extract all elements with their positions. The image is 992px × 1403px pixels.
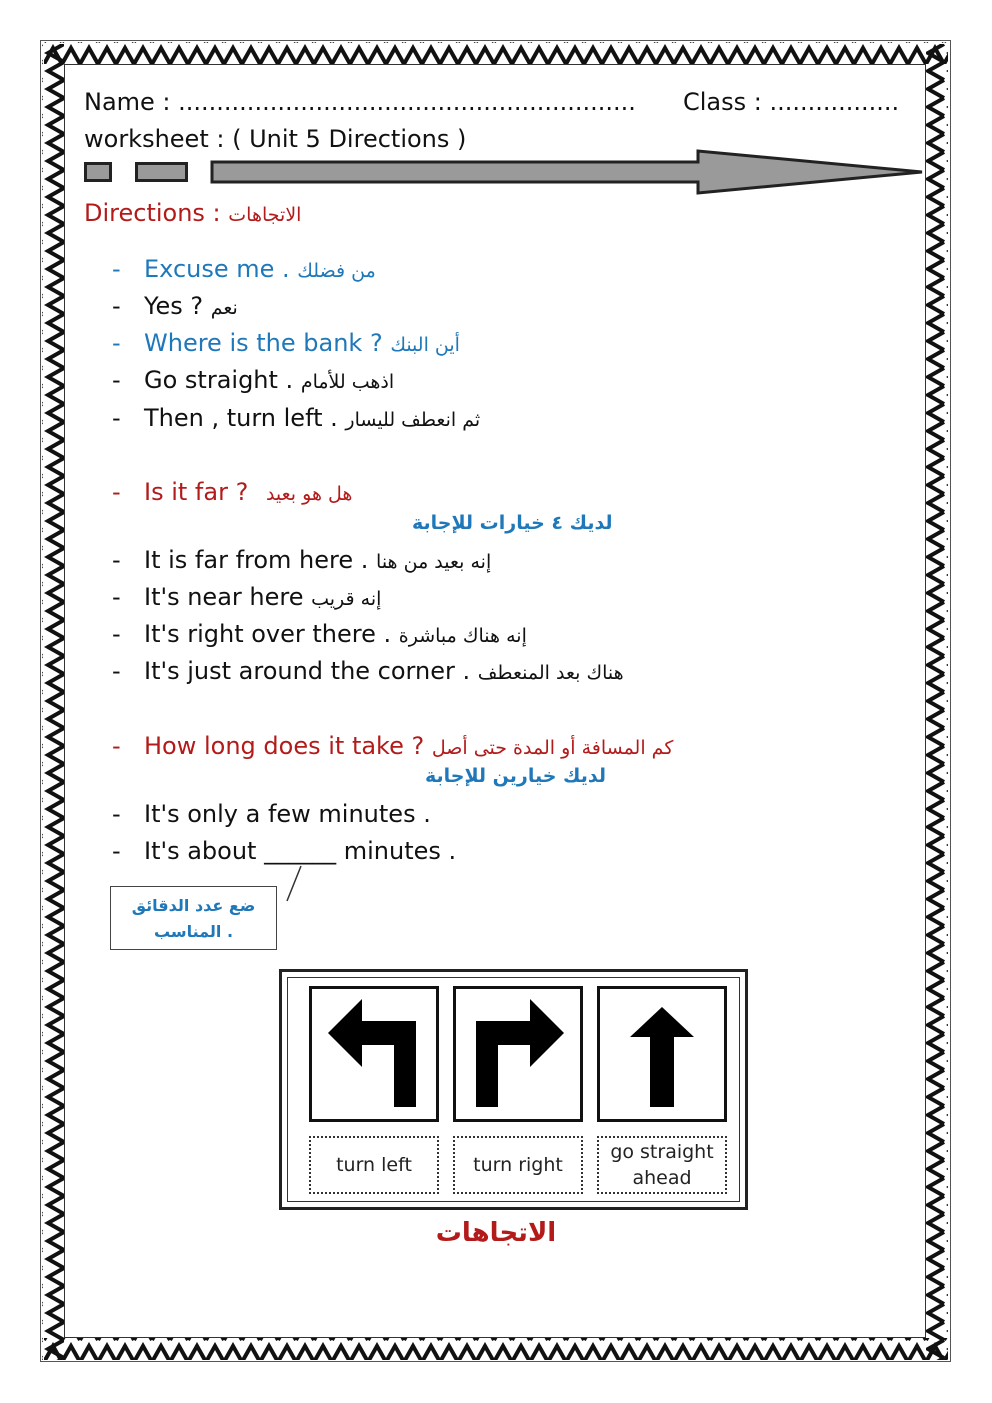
straight-arrow-icon	[600, 989, 724, 1119]
name-field[interactable]: Name : ............................................................	[84, 88, 636, 116]
list-item: - It's right over there . إنه هناك مباشرة	[112, 620, 527, 648]
header-square-medium	[135, 162, 188, 182]
list-item: - Yes ? نعم	[112, 292, 238, 320]
list-item: - It's just around the corner . هناك بعد المنعطف	[112, 657, 624, 685]
list-item: - Excuse me . من فضلك	[112, 255, 376, 283]
options-far-heading: لديك ٤ خيارات للإجابة	[412, 512, 613, 534]
turn-right-sign	[453, 986, 583, 1122]
section-title	[84, 199, 301, 227]
note-line-1: ضع عدد الدقائق	[131, 896, 256, 915]
list-item: - It's about ______ minutes .	[112, 837, 457, 865]
list-item: - Go straight . اذهب للأمام	[112, 366, 395, 394]
turn-left-arrow-icon	[312, 989, 436, 1119]
list-item: - It is far from here . إنه بعيد من هنا	[112, 546, 492, 574]
list-item: - It's only a few minutes .	[112, 800, 431, 828]
question-far: - Is it far ? هل هو بعيد	[112, 478, 353, 506]
header-square-small	[84, 162, 112, 182]
footer-title: الاتجاهات	[435, 1218, 557, 1248]
section-title-en: Directions :	[84, 199, 229, 227]
caption-turn-right: turn right	[453, 1136, 583, 1194]
turn-left-sign	[309, 986, 439, 1122]
note-pointer-line	[282, 864, 306, 904]
question-how-long: - How long does it take ? كم المسافة أو المدة حتى أصل	[112, 732, 674, 760]
turn-right-arrow-icon	[456, 989, 580, 1119]
direction-signs-panel	[279, 969, 748, 1210]
worksheet-title: worksheet : ( Unit 5 Directions )	[84, 125, 467, 153]
list-item: - Where is the bank ? أين البنك	[112, 329, 460, 357]
options-long-heading: لديك خيارين للإجابة	[425, 765, 606, 787]
list-item: - It's near here إنه قريب	[112, 583, 382, 611]
note-line-2: المناسب .	[153, 922, 234, 941]
caption-turn-left: turn left	[309, 1136, 439, 1194]
list-item: - Then , turn left . ثم انعطف لليسار	[112, 404, 481, 432]
caption-go-straight: go straight ahead	[597, 1136, 727, 1194]
class-field[interactable]: Class : .................	[683, 88, 900, 116]
note-box	[110, 886, 277, 950]
header-arrow-icon	[210, 148, 926, 196]
section-title-ar: الاتجاهات	[228, 204, 302, 226]
go-straight-sign	[597, 986, 727, 1122]
